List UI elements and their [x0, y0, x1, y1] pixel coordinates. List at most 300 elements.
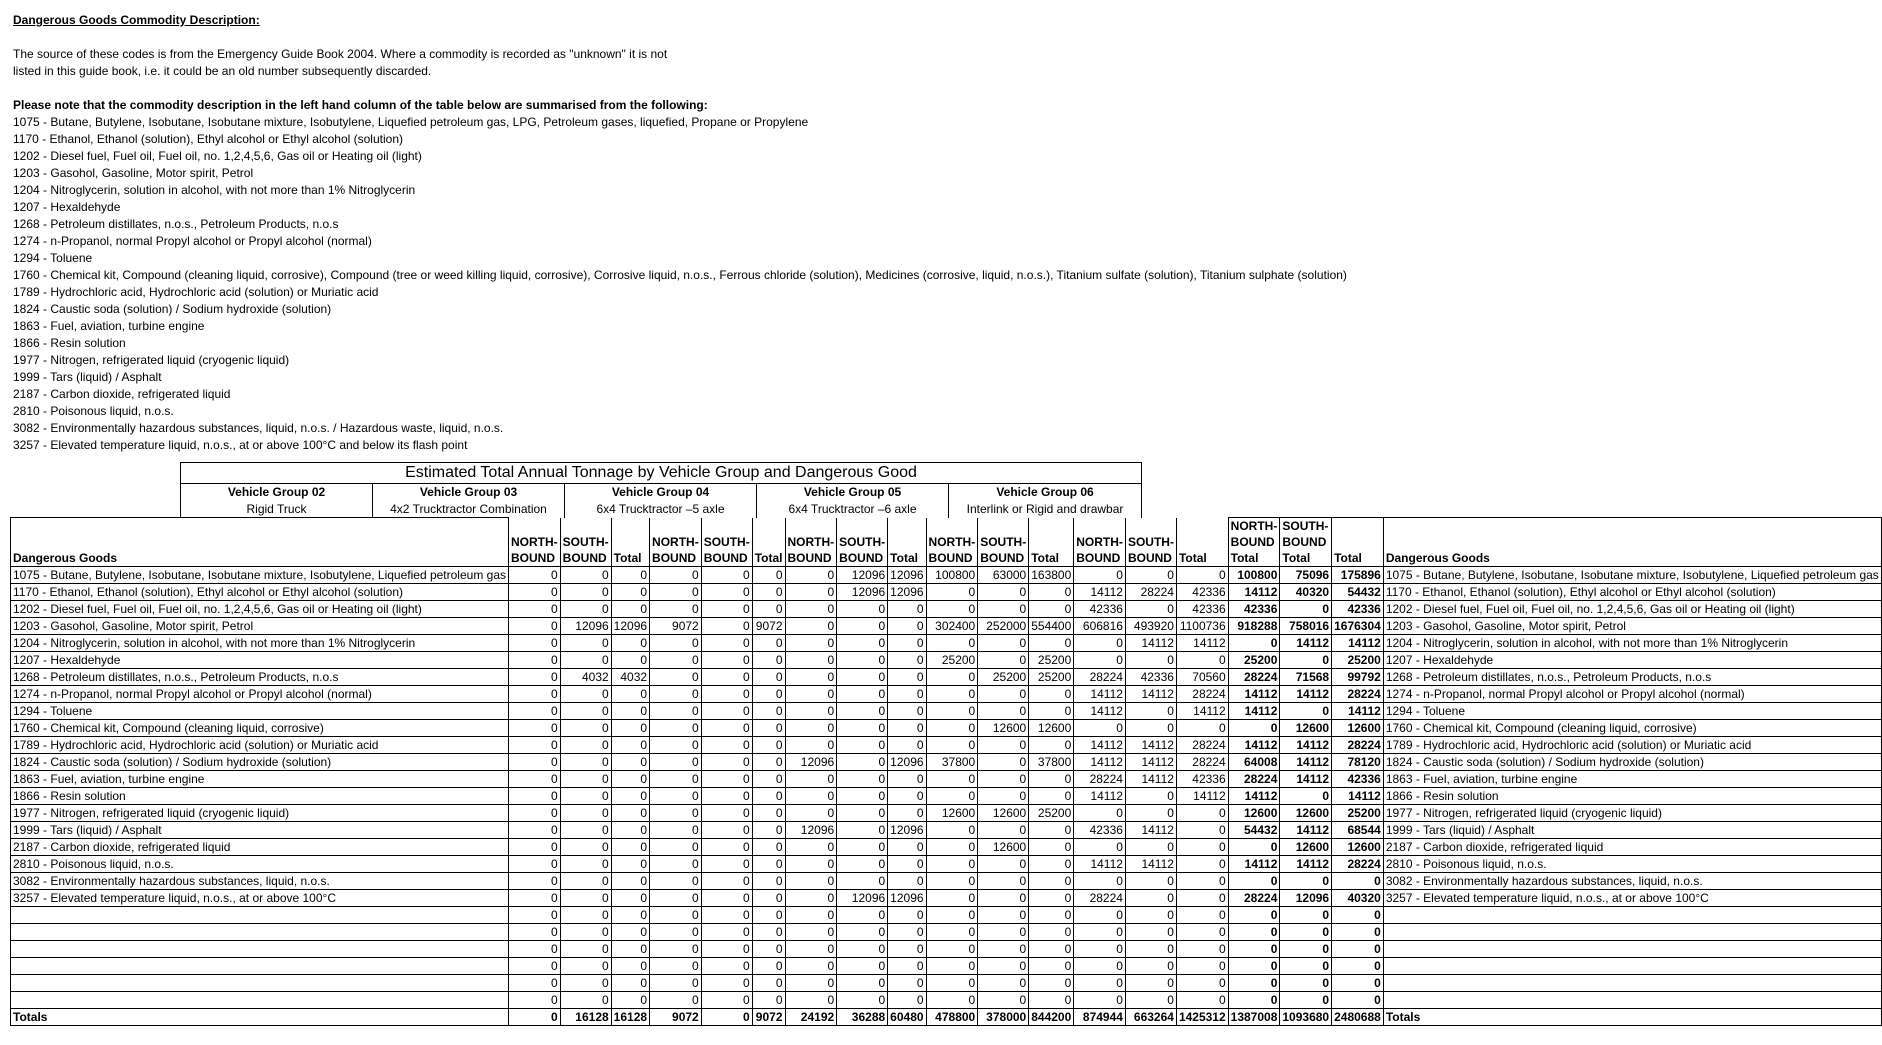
- value-cell: 0: [650, 958, 702, 975]
- total-south-header: Total: [1280, 550, 1332, 567]
- value-cell: 0: [1074, 652, 1126, 669]
- table-header-block: [180, 462, 1142, 518]
- value-cell: 12600: [1332, 720, 1384, 737]
- value-cell: 0: [837, 958, 888, 975]
- code-item: 3082 - Environmentally hazardous substances, liquid, n.o.s. / Hazardous waste, liquid, n.o.s.: [13, 421, 504, 435]
- table-row: [11, 924, 1882, 941]
- vehicle-group-type: 6x4 Trucktractor –5 axle: [565, 501, 757, 518]
- value-cell: 0: [611, 635, 649, 652]
- value-cell: 0: [752, 924, 785, 941]
- code-item: 3257 - Elevated temperature liquid, n.o.s., at or above 100°C and below its flash point: [13, 438, 468, 452]
- value-cell: 4032: [611, 669, 649, 686]
- value-cell: 0: [837, 805, 888, 822]
- value-cell: 0: [650, 754, 702, 771]
- totals-label: Totals: [11, 1009, 509, 1026]
- value-cell: 0: [888, 856, 926, 873]
- total-value-cell: 1425312: [1176, 1009, 1228, 1026]
- total-value-cell: 24192: [785, 1009, 837, 1026]
- value-cell: 0: [560, 754, 611, 771]
- value-cell: 0: [888, 958, 926, 975]
- value-cell: 0: [837, 686, 888, 703]
- value-cell: 0: [1280, 703, 1332, 720]
- value-cell: 0: [785, 924, 837, 941]
- value-cell: 0: [509, 941, 561, 958]
- value-cell: 0: [888, 941, 926, 958]
- value-cell: 12096: [560, 618, 611, 635]
- dangerous-good-cell: 1202 - Diesel fuel, Fuel oil, Fuel oil, no. 1,2,4,5,6, Gas oil or Heating oil (light): [11, 601, 509, 618]
- value-cell: 0: [1176, 805, 1228, 822]
- value-cell: 0: [837, 788, 888, 805]
- value-cell: 0: [1176, 941, 1228, 958]
- value-cell: 0: [1280, 788, 1332, 805]
- value-cell: 0: [650, 924, 702, 941]
- col-spacer: [752, 518, 785, 535]
- northbound-header: NORTH-: [785, 534, 837, 550]
- table-row: [11, 652, 1882, 669]
- value-cell: 0: [509, 737, 561, 754]
- value-cell: 0: [1280, 601, 1332, 618]
- value-cell: 12096: [888, 890, 926, 907]
- value-cell: 0: [1332, 907, 1384, 924]
- value-cell: 0: [785, 567, 837, 584]
- value-cell: 0: [650, 890, 702, 907]
- value-cell: 0: [650, 788, 702, 805]
- col-spacer: [752, 534, 785, 550]
- value-cell: 0: [650, 771, 702, 788]
- value-cell: 0: [888, 924, 926, 941]
- code-item: 1268 - Petroleum distillates, n.o.s., Petroleum Products, n.o.s: [13, 217, 339, 231]
- value-cell: 0: [509, 635, 561, 652]
- total-value-cell: 16128: [611, 1009, 649, 1026]
- value-cell: 0: [701, 907, 752, 924]
- col-spacer: [888, 518, 926, 535]
- table-row: [11, 805, 1882, 822]
- value-cell: 0: [560, 788, 611, 805]
- value-cell: 0: [888, 839, 926, 856]
- value-cell: 28224: [1228, 669, 1280, 686]
- dangerous-good-cell: [1383, 992, 1881, 1009]
- value-cell: 0: [701, 975, 752, 992]
- value-cell: 0: [611, 890, 649, 907]
- value-cell: 0: [752, 822, 785, 839]
- value-cell: 0: [926, 703, 978, 720]
- value-cell: 28224: [1074, 771, 1126, 788]
- value-cell: 0: [650, 601, 702, 618]
- value-cell: 0: [1029, 788, 1074, 805]
- value-cell: 0: [1228, 924, 1280, 941]
- col-spacer: [509, 518, 561, 535]
- col-spacer: [611, 534, 649, 550]
- dangerous-good-cell: 1274 - n-Propanol, normal Propyl alcohol or Propyl alcohol (normal): [11, 686, 509, 703]
- value-cell: 0: [509, 856, 561, 873]
- value-cell: 0: [701, 635, 752, 652]
- code-item: 1863 - Fuel, aviation, turbine engine: [13, 319, 205, 333]
- value-cell: 0: [752, 720, 785, 737]
- value-cell: 0: [752, 567, 785, 584]
- value-cell: 100800: [926, 567, 978, 584]
- value-cell: 12096: [888, 822, 926, 839]
- value-cell: 606816: [1074, 618, 1126, 635]
- total-north-header: Total: [1228, 550, 1280, 567]
- total-value-cell: 378000: [978, 1009, 1029, 1026]
- southbound-header: BOUND: [560, 550, 611, 567]
- total-header: Total: [611, 550, 649, 567]
- value-cell: 14112: [1332, 788, 1384, 805]
- value-cell: 28224: [1176, 754, 1228, 771]
- table-row: [11, 941, 1882, 958]
- value-cell: 0: [1074, 839, 1126, 856]
- value-cell: 0: [1029, 975, 1074, 992]
- value-cell: 0: [1176, 839, 1228, 856]
- value-cell: 0: [978, 703, 1029, 720]
- value-cell: 0: [701, 601, 752, 618]
- col-spacer: [785, 518, 837, 535]
- value-cell: 0: [978, 975, 1029, 992]
- value-cell: 0: [837, 924, 888, 941]
- table-row: [11, 822, 1882, 839]
- value-cell: 0: [785, 686, 837, 703]
- value-cell: 42336: [1176, 771, 1228, 788]
- value-cell: 0: [611, 771, 649, 788]
- dangerous-good-cell: 1760 - Chemical kit, Compound (cleaning liquid, corrosive): [1383, 720, 1881, 737]
- value-cell: 0: [560, 635, 611, 652]
- dg-header: Dangerous Goods: [1383, 550, 1881, 567]
- value-cell: 0: [1228, 873, 1280, 890]
- value-cell: 0: [1029, 839, 1074, 856]
- value-cell: 0: [926, 771, 978, 788]
- value-cell: 0: [1176, 873, 1228, 890]
- dangerous-good-cell: 1204 - Nitroglycerin, solution in alcohol, with not more than 1% Nitroglycerin: [1383, 635, 1881, 652]
- value-cell: 12096: [837, 584, 888, 601]
- code-item: 1204 - Nitroglycerin, solution in alcohol, with not more than 1% Nitroglycerin: [13, 183, 416, 197]
- value-cell: 0: [650, 686, 702, 703]
- value-cell: 100800: [1228, 567, 1280, 584]
- southbound-header: SOUTH-: [978, 534, 1029, 550]
- value-cell: 0: [785, 907, 837, 924]
- value-cell: 0: [752, 907, 785, 924]
- value-cell: 0: [1228, 635, 1280, 652]
- value-cell: 99792: [1332, 669, 1384, 686]
- value-cell: 4032: [560, 669, 611, 686]
- value-cell: 12600: [1280, 720, 1332, 737]
- value-cell: 0: [785, 975, 837, 992]
- total-value-cell: 2480688: [1332, 1009, 1384, 1026]
- value-cell: 12600: [978, 720, 1029, 737]
- value-cell: 0: [560, 567, 611, 584]
- table-row: [11, 975, 1882, 992]
- value-cell: 0: [1125, 975, 1176, 992]
- value-cell: 0: [837, 839, 888, 856]
- northbound-header: NORTH-: [926, 534, 978, 550]
- value-cell: 12600: [978, 805, 1029, 822]
- value-cell: 0: [978, 856, 1029, 873]
- value-cell: 0: [650, 737, 702, 754]
- value-cell: 0: [1125, 703, 1176, 720]
- value-cell: 0: [978, 771, 1029, 788]
- northbound-header: NORTH-: [509, 534, 561, 550]
- intro-section: [13, 12, 1468, 454]
- value-cell: 0: [1029, 737, 1074, 754]
- value-cell: 42336: [1176, 584, 1228, 601]
- value-cell: 14112: [1125, 771, 1176, 788]
- value-cell: 0: [611, 703, 649, 720]
- value-cell: 0: [888, 686, 926, 703]
- vehicle-group-type: 6x4 Trucktractor –6 axle: [757, 501, 949, 518]
- code-item: 1207 - Hexaldehyde: [13, 200, 121, 214]
- value-cell: 0: [560, 890, 611, 907]
- value-cell: 0: [837, 618, 888, 635]
- code-item: 2810 - Poisonous liquid, n.o.s.: [13, 404, 174, 418]
- northbound-header: BOUND: [1074, 550, 1126, 567]
- value-cell: 0: [978, 992, 1029, 1009]
- dangerous-good-cell: 1204 - Nitroglycerin, solution in alcohol, with not more than 1% Nitroglycerin: [11, 635, 509, 652]
- value-cell: 0: [611, 805, 649, 822]
- value-cell: 0: [1125, 805, 1176, 822]
- value-cell: 0: [1074, 805, 1126, 822]
- source-line-2: listed in this guide book, i.e. it could be an old number subsequently discarded.: [13, 64, 432, 78]
- value-cell: 0: [650, 975, 702, 992]
- value-cell: 252000: [978, 618, 1029, 635]
- total-value-cell: 1387008: [1228, 1009, 1280, 1026]
- value-cell: 0: [837, 822, 888, 839]
- value-cell: 0: [560, 822, 611, 839]
- dangerous-good-cell: 1863 - Fuel, aviation, turbine engine: [11, 771, 509, 788]
- value-cell: 0: [509, 822, 561, 839]
- value-cell: 12096: [888, 567, 926, 584]
- total-value-cell: 1093680: [1280, 1009, 1332, 1026]
- value-cell: 75096: [1280, 567, 1332, 584]
- dangerous-good-cell: 2187 - Carbon dioxide, refrigerated liquid: [11, 839, 509, 856]
- value-cell: 0: [837, 703, 888, 720]
- value-cell: 0: [560, 652, 611, 669]
- value-cell: 0: [1029, 958, 1074, 975]
- value-cell: 0: [1176, 856, 1228, 873]
- value-cell: 0: [837, 975, 888, 992]
- southbound-header: SOUTH-: [701, 534, 752, 550]
- value-cell: 0: [888, 703, 926, 720]
- value-cell: 0: [926, 924, 978, 941]
- value-cell: 0: [978, 924, 1029, 941]
- value-cell: 0: [701, 686, 752, 703]
- table-row: [11, 635, 1882, 652]
- value-cell: 0: [837, 873, 888, 890]
- dangerous-good-cell: 1203 - Gasohol, Gasoline, Motor spirit, Petrol: [1383, 618, 1881, 635]
- value-cell: 0: [509, 924, 561, 941]
- value-cell: 0: [650, 856, 702, 873]
- value-cell: 0: [785, 601, 837, 618]
- dangerous-good-cell: 1294 - Toluene: [1383, 703, 1881, 720]
- value-cell: 14112: [1332, 635, 1384, 652]
- value-cell: 0: [837, 992, 888, 1009]
- dangerous-good-cell: [11, 907, 509, 924]
- value-cell: 28224: [1074, 890, 1126, 907]
- value-cell: 0: [509, 686, 561, 703]
- value-cell: 0: [1125, 873, 1176, 890]
- value-cell: 14112: [1125, 635, 1176, 652]
- value-cell: 25200: [1029, 669, 1074, 686]
- value-cell: 0: [611, 907, 649, 924]
- value-cell: 1100736: [1176, 618, 1228, 635]
- col-spacer: [1383, 534, 1881, 550]
- value-cell: 14112: [1074, 703, 1126, 720]
- value-cell: 0: [1176, 924, 1228, 941]
- value-cell: 14112: [1125, 686, 1176, 703]
- col-spacer: [1074, 518, 1126, 535]
- dangerous-good-cell: 1863 - Fuel, aviation, turbine engine: [1383, 771, 1881, 788]
- dangerous-good-cell: 2810 - Poisonous liquid, n.o.s.: [1383, 856, 1881, 873]
- dangerous-good-cell: 1268 - Petroleum distillates, n.o.s., Petroleum Products, n.o.s: [1383, 669, 1881, 686]
- table-row: [11, 720, 1882, 737]
- table-row: [11, 788, 1882, 805]
- value-cell: 0: [752, 788, 785, 805]
- value-cell: 0: [1280, 907, 1332, 924]
- value-cell: 0: [926, 822, 978, 839]
- value-cell: 14112: [1074, 754, 1126, 771]
- value-cell: 0: [1029, 601, 1074, 618]
- code-item: 1203 - Gasohol, Gasoline, Motor spirit, Petrol: [13, 166, 254, 180]
- value-cell: 0: [509, 584, 561, 601]
- value-cell: 0: [509, 975, 561, 992]
- value-cell: 0: [1074, 907, 1126, 924]
- code-item: 1075 - Butane, Butylene, Isobutane, Isobutane mixture, Isobutylene, Liquefied petroleum gas, LPG, Petroleum gases, liquefied, Propane or Propylene: [13, 115, 809, 129]
- totals-label: Totals: [1383, 1009, 1881, 1026]
- value-cell: 0: [560, 975, 611, 992]
- value-cell: 12096: [837, 890, 888, 907]
- value-cell: 0: [1029, 771, 1074, 788]
- value-cell: 0: [650, 720, 702, 737]
- value-cell: 0: [509, 618, 561, 635]
- value-cell: 14112: [1280, 754, 1332, 771]
- value-cell: 0: [1280, 924, 1332, 941]
- dg-header: Dangerous Goods: [11, 550, 509, 567]
- value-cell: 175896: [1332, 567, 1384, 584]
- dangerous-good-cell: [1383, 924, 1881, 941]
- value-cell: 0: [1029, 890, 1074, 907]
- value-cell: 0: [978, 941, 1029, 958]
- value-cell: 0: [1074, 720, 1126, 737]
- code-item: 1274 - n-Propanol, normal Propyl alcohol or Propyl alcohol (normal): [13, 234, 372, 248]
- value-cell: 0: [650, 873, 702, 890]
- value-cell: 0: [701, 771, 752, 788]
- value-cell: 14112: [1228, 703, 1280, 720]
- value-cell: 42336: [1176, 601, 1228, 618]
- value-cell: 0: [560, 941, 611, 958]
- value-cell: 0: [926, 975, 978, 992]
- col-spacer: [1176, 534, 1228, 550]
- value-cell: 0: [837, 720, 888, 737]
- col-spacer: [1029, 534, 1074, 550]
- table-row: [11, 754, 1882, 771]
- value-cell: 0: [701, 567, 752, 584]
- value-cell: 0: [978, 584, 1029, 601]
- value-cell: 25200: [978, 669, 1029, 686]
- value-cell: 0: [560, 839, 611, 856]
- value-cell: 0: [1029, 924, 1074, 941]
- col-spacer: [1332, 518, 1384, 535]
- value-cell: 14112: [1280, 856, 1332, 873]
- value-cell: 0: [509, 788, 561, 805]
- southbound-header: BOUND: [837, 550, 888, 567]
- value-cell: 14112: [1176, 703, 1228, 720]
- value-cell: 0: [1074, 958, 1126, 975]
- dangerous-good-cell: 1170 - Ethanol, Ethanol (solution), Ethyl alcohol or Ethyl alcohol (solution): [1383, 584, 1881, 601]
- total-header: Total: [1176, 550, 1228, 567]
- value-cell: 0: [978, 822, 1029, 839]
- value-cell: 0: [785, 584, 837, 601]
- value-cell: 0: [785, 771, 837, 788]
- value-cell: 0: [1176, 567, 1228, 584]
- value-cell: 0: [926, 839, 978, 856]
- value-cell: 12096: [888, 754, 926, 771]
- value-cell: 0: [926, 958, 978, 975]
- value-cell: 25200: [1332, 805, 1384, 822]
- value-cell: 0: [701, 890, 752, 907]
- value-cell: 0: [701, 652, 752, 669]
- value-cell: 0: [1176, 975, 1228, 992]
- value-cell: 28224: [1074, 669, 1126, 686]
- value-cell: 0: [978, 873, 1029, 890]
- col-spacer: [701, 518, 752, 535]
- value-cell: 0: [1125, 839, 1176, 856]
- value-cell: 0: [650, 669, 702, 686]
- code-item: 2187 - Carbon dioxide, refrigerated liquid: [13, 387, 231, 401]
- value-cell: 0: [752, 975, 785, 992]
- value-cell: 0: [1029, 584, 1074, 601]
- value-cell: 68544: [1332, 822, 1384, 839]
- value-cell: 0: [650, 822, 702, 839]
- value-cell: 0: [926, 686, 978, 703]
- value-cell: 0: [611, 584, 649, 601]
- value-cell: 1676304: [1332, 618, 1384, 635]
- value-cell: 0: [560, 720, 611, 737]
- value-cell: 14112: [1228, 686, 1280, 703]
- value-cell: 0: [509, 601, 561, 618]
- value-cell: 0: [560, 584, 611, 601]
- value-cell: 0: [1228, 992, 1280, 1009]
- vehicle-group-name: Vehicle Group 03: [373, 484, 565, 502]
- value-cell: 0: [1332, 941, 1384, 958]
- southbound-header: SOUTH-: [560, 534, 611, 550]
- value-cell: 0: [701, 992, 752, 1009]
- value-cell: 0: [752, 737, 785, 754]
- intro-title: Dangerous Goods Commodity Description:: [13, 13, 260, 27]
- value-cell: 0: [752, 635, 785, 652]
- value-cell: 12096: [785, 822, 837, 839]
- value-cell: 0: [650, 703, 702, 720]
- value-cell: 0: [785, 669, 837, 686]
- value-cell: 0: [926, 890, 978, 907]
- dangerous-good-cell: 1075 - Butane, Butylene, Isobutane, Isobutane mixture, Isobutylene, Liquefied petroleum gas: [11, 567, 509, 584]
- value-cell: 0: [701, 856, 752, 873]
- value-cell: 0: [978, 601, 1029, 618]
- value-cell: 0: [701, 720, 752, 737]
- value-cell: 0: [509, 669, 561, 686]
- value-cell: 12600: [1280, 805, 1332, 822]
- value-cell: 14112: [1074, 686, 1126, 703]
- value-cell: 0: [785, 720, 837, 737]
- value-cell: 42336: [1332, 771, 1384, 788]
- value-cell: 14112: [1332, 703, 1384, 720]
- value-cell: 0: [888, 601, 926, 618]
- col-spacer: [1176, 518, 1228, 535]
- value-cell: 42336: [1125, 669, 1176, 686]
- value-cell: 0: [611, 839, 649, 856]
- value-cell: 12600: [1029, 720, 1074, 737]
- vehicle-group-name: Vehicle Group 04: [565, 484, 757, 502]
- totals-row: [11, 1009, 1882, 1026]
- value-cell: 40320: [1332, 890, 1384, 907]
- value-cell: 0: [1125, 720, 1176, 737]
